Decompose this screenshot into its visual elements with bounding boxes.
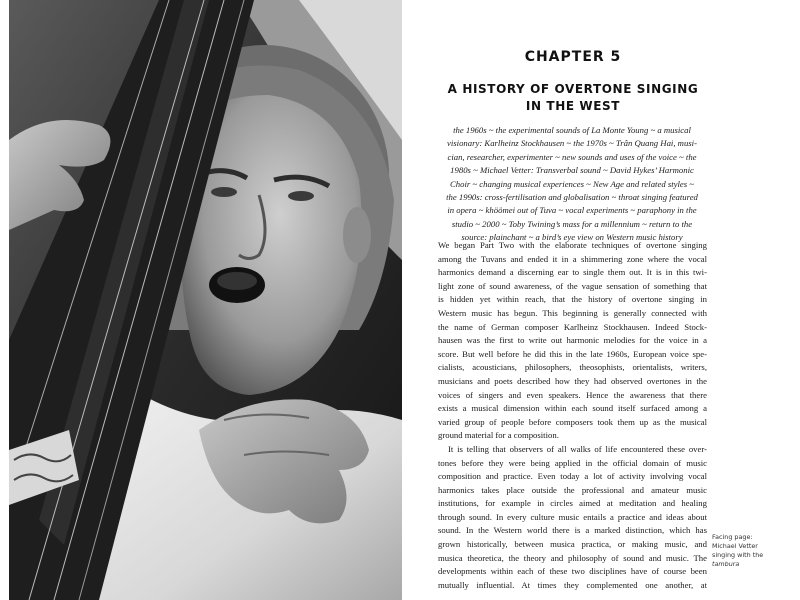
- body-line: musicians and poets described how they had observed overtones in the: [438, 375, 707, 386]
- page-edge: [0, 0, 9, 600]
- body-line: tones before they were being applied in the official domain of music: [438, 457, 707, 468]
- body-line: through sound. In every culture music entails a practice and ideas about: [438, 511, 707, 522]
- body-line: sound. In the Western world there is a marked distinction, which has: [438, 525, 707, 536]
- synopsis-line: the 1990s: cross-fertilisation and globalisation ~ throat singing featured: [446, 192, 698, 203]
- synopsis-line: Choir ~ changing musical experiences ~ New Age and related styles ~: [449, 178, 695, 189]
- right-page: [402, 0, 800, 600]
- body-line: varied group of people before composers took them up as the musical: [438, 416, 707, 427]
- synopsis-line: visionary: Karlheinz Stockhausen ~ the 1970s ~ Trân Quang Hai, musi-: [447, 138, 697, 149]
- body-line: grown historically, between musica practica, or making music, and: [438, 539, 707, 550]
- synopsis-line: cian, researcher, experimenter ~ new sounds and uses of the voice ~ the: [447, 151, 697, 162]
- chapter-title: [402, 81, 744, 115]
- synopsis-line: the 1960s ~ the experimental sounds of La Monte Young ~ a musical: [453, 125, 691, 135]
- chapter-title-line: IN THE WEST: [525, 99, 621, 113]
- caption-line: tambura: [712, 560, 740, 568]
- body-line: is hidden yet within reach, that the history of overtone singing in: [438, 294, 707, 305]
- synopsis-line: 1980s ~ Michael Vetter: Transverbal sound ~ David Hykes’ Harmonic: [450, 165, 694, 176]
- body-line: It is telling that observers of all walks of life encountered these over-: [448, 443, 707, 454]
- body-line: hausen was the first to write out harmonic melodies for the voice in a: [438, 335, 707, 346]
- synopsis-line: in opera ~ khöömei out of Tuva ~ vocal experiments ~ paraphony in the: [447, 205, 697, 216]
- body-line: We began Part Two with the elaborate techniques of overtone singing: [438, 240, 707, 250]
- body-line: the name of German composer Karlheinz Stockhausen. Indeed Stock-: [438, 321, 707, 332]
- chapter-title-line: A HISTORY OF OVERTONE SINGING: [447, 82, 699, 96]
- caption-line: Michael Vetter: [712, 542, 758, 550]
- caption-line: singing with the: [712, 551, 764, 559]
- body-line: light zone of sound awareness, of the vague sensation of something that: [438, 280, 707, 291]
- photo-singer-with-tambura: [9, 0, 402, 600]
- body-line: composition and practice. Even today a lot of activity involving vocal: [438, 471, 707, 482]
- body-line: harmonics takes place outside the professional and amateur music: [438, 484, 707, 495]
- photo-caption: [712, 533, 782, 569]
- body-line: musica theoretica, the theory and philosophy of sound and music. The: [438, 552, 707, 563]
- body-line: Western music has begun. This beginning is generally connected with: [438, 307, 707, 318]
- caption-line: Facing page:: [712, 533, 753, 541]
- body-line: score. But well before he did this in the late 1960s, European voice spe-: [438, 348, 707, 359]
- body-line: among the Tuvans and ended it in a shimmering zone where the vocal: [438, 253, 707, 264]
- chapter-number: CHAPTER 5: [524, 49, 622, 65]
- chapter-synopsis: [438, 124, 706, 245]
- body-line: mutually influential. At times they complemented one another, at: [438, 579, 707, 590]
- synopsis-line: studio ~ 2000 ~ Toby Twining’s mass for a millennium ~ return to the: [451, 218, 693, 229]
- body-text: [438, 239, 707, 592]
- body-line: exists a musical dimension within each sound itself surfaced among a: [438, 403, 707, 414]
- body-line: cialists, acousticians, philosophers, theosophists, orientalists, writers,: [438, 362, 707, 373]
- body-line: ground material for a composition.: [438, 430, 559, 441]
- body-line: institutions, for example in circles aimed at meditation and healing: [438, 498, 707, 509]
- body-line: voices of singers and even speakers. Hence the awareness that there: [438, 389, 707, 400]
- body-line: developments within each of these two disciplines have of course been: [438, 566, 707, 577]
- synopsis-line: source: plainchant ~ a bird’s eye view on Western music history: [461, 232, 683, 243]
- body-line: harmonics demand a discerning ear to single them out. It is in this twi-: [438, 267, 707, 278]
